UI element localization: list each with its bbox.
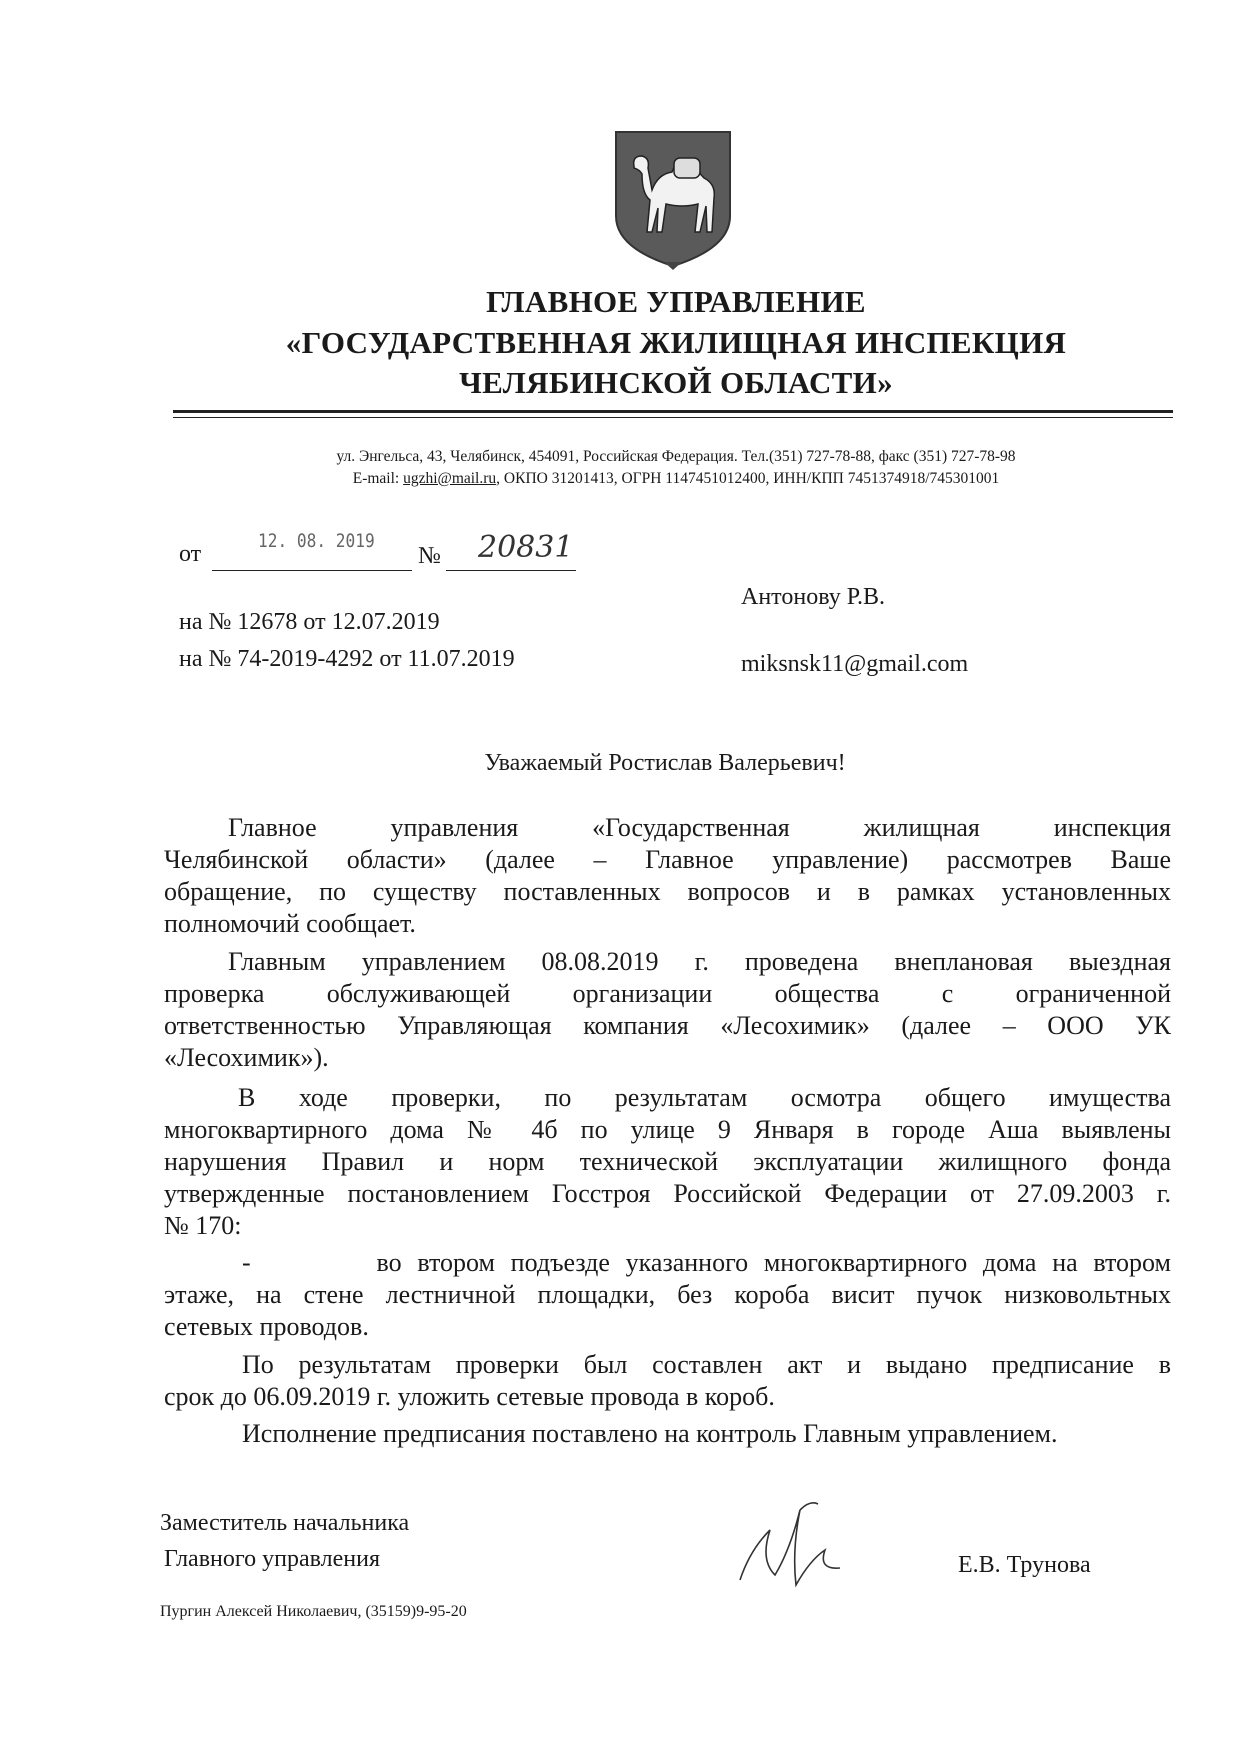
number-underline [446,570,576,571]
paragraph-line: Главное управления «Государственная жилищная инспекция [228,813,1171,842]
body-paragraph [164,812,1171,940]
paragraph-line: Челябинской области» (далее – Главное управление) рассмотрев Ваше [164,845,1171,874]
paragraph-line: этаже, на стене лестничной площадки, без короба висит пучок низковольтных [164,1280,1171,1309]
handwritten-signature [730,1490,850,1600]
header-divider-thin [173,417,1173,418]
paragraph-line: «Лесохимик»). [164,1043,329,1072]
paragraph-line: В ходе проверки, по результатам осмотра общего имущества [238,1083,1171,1112]
paragraph-line: многоквартирного дома № 4б по улице 9 Января в городе Аша выявлены [164,1115,1171,1144]
signatory-name: Е.В. Трунова [958,1552,1091,1578]
executor-contact: Пургин Алексей Николаевич, (35159)9-95-20 [160,1603,467,1620]
header-divider-thick [173,410,1173,413]
agency-title-line-2: «ГОСУДАРСТВЕННАЯ ЖИЛИЩНАЯ ИНСПЕКЦИЯ [285,325,1067,360]
paragraph-line: Исполнение предписания поставлено на контроль Главным управлением. [242,1419,1058,1448]
paragraph-line: обращение, по существу поставленных вопросов и в рамках установленных [164,877,1171,906]
agency-email-link[interactable]: ugzhi@mail.ru [403,470,497,487]
contacts-line [0,470,1240,488]
date-stamp: 12. 08. 2019 [258,530,375,552]
coat-of-arms-emblem [612,128,734,270]
signatory-position-line-2: Главного управления [164,1546,380,1572]
letter-body [164,812,1171,1450]
body-paragraph [164,1418,1171,1450]
email-label: E-mail: [352,470,404,487]
number-label: № [418,543,441,569]
signatory-position-line-1: Заместитель начальника [160,1510,410,1536]
paragraph-line: проверка обслуживающей организации общества с ограниченной [164,979,1171,1008]
body-paragraph [164,946,1171,1074]
address-line: ул. Энгельса, 43, Челябинск, 454091, Российская Федерация. Тел.(351) 727-78-88, факс (351) 727-78-98 [336,448,1016,465]
paragraph-line: полномочий сообщает. [164,909,416,938]
agency-title-line-3: ЧЕЛЯБИНСКОЙ ОБЛАСТИ» [459,365,893,400]
registration-number: 20831 [478,530,574,565]
date-underline [212,570,412,571]
paragraph-line: сетевых проводов. [164,1312,369,1341]
body-paragraph [164,1247,1171,1343]
paragraph-line: По результатам проверки был составлен акт и выдано предписание в [242,1350,1171,1379]
paragraph-line: Главным управлением 08.08.2019 г. проведена внеплановая выездная [228,947,1171,976]
recipient-name: Антонову Р.В. [741,584,886,610]
paragraph-line: ответственностью Управляющая компания «Лесохимик» (далее – ООО УК [164,1011,1171,1040]
body-paragraph [164,1082,1171,1242]
from-label: от [179,541,202,567]
paragraph-line: утвержденные постановлением Госстроя Российской Федерации от 27.09.2003 г. [164,1179,1171,1208]
body-paragraph [164,1349,1171,1413]
registry-codes: , ОКПО 31201413, ОГРН 1147451012400, ИНН/КПП 7451374918/745301001 [496,470,1000,487]
recipient-email: miksnsk11@gmail.com [741,651,969,677]
reference-1: на № 12678 от 12.07.2019 [179,609,440,635]
paragraph-line: срок до 06.09.2019 г. уложить сетевые провода в короб. [164,1382,775,1411]
agency-title-line-1: ГЛАВНОЕ УПРАВЛЕНИЕ [486,284,866,319]
paragraph-line: нарушения Правил и норм технической эксплуатации жилищного фонда [164,1147,1171,1176]
paragraph-line: № 170: [164,1211,242,1240]
salutation: Уважаемый Ростислав Валерьевич! [484,750,846,776]
paragraph-line: - во втором подъезде указанного многоквартирного дома на втором [242,1248,1171,1277]
reference-2: на № 74-2019-4292 от 11.07.2019 [179,646,515,672]
